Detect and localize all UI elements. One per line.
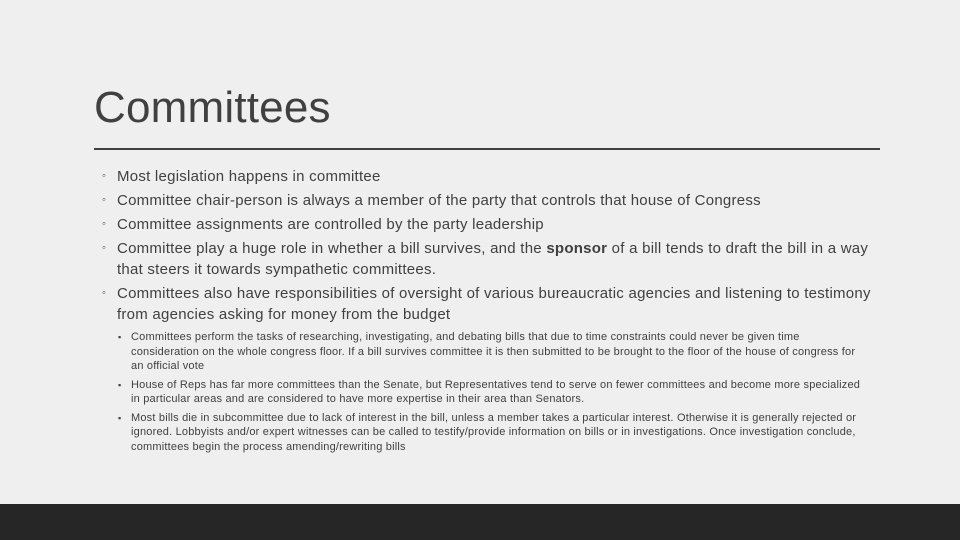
bullet-marker: ◦ [102, 218, 107, 230]
bullet-text-after: of a bill tends to draft the bill in a way that steers it towards sympathetic committees. [117, 240, 869, 278]
bullet-marker: ◦ [102, 194, 107, 206]
sub-bullet-marker: ▪ [118, 332, 122, 342]
bullet-text-before: Committee play a huge role in whether a bill survives, and the [117, 240, 547, 257]
sub-bullet-text: House of Reps has far more committees than the Senate, but Representatives tend to serve on fewer committees and become more specialized in particular areas and are considered to have more expertise in their area than Senators. [131, 378, 861, 405]
bullet-item [104, 190, 874, 211]
bullet-item [104, 238, 874, 280]
sub-bullet-item [118, 378, 868, 407]
title-divider [94, 148, 880, 150]
bullet-marker: ◦ [102, 170, 107, 182]
bullet-item [104, 166, 874, 187]
footer-bar [0, 504, 960, 540]
bullet-text: Most legislation happens in committee [117, 168, 381, 185]
sub-bullet-item [118, 330, 868, 374]
bullet-text-bold: sponsor [546, 240, 608, 257]
bullet-text: Committees also have responsibilities of oversight of various bureaucratic agencies and listening to testimony from agencies asking for money from the budget [117, 285, 871, 323]
bullet-text: Committee assignments are controlled by the party leadership [117, 216, 544, 233]
bullet-marker: ◦ [102, 242, 107, 254]
sub-bullet-item [118, 411, 868, 455]
bullet-list [104, 166, 874, 458]
sub-bullet-marker: ▪ [118, 379, 122, 390]
bullet-marker: ◦ [102, 287, 107, 299]
slide-title: Committees [94, 83, 331, 132]
bullet-text: Committee chair-person is always a member of the party that controls that house of Congress [117, 192, 761, 209]
sub-bullet-text: Most bills die in subcommittee due to lack of interest in the bill, unless a member takes a particular interest. Otherwise it is generally rejected or ignored. Lobbyists and/or expert witnesses can be called to testify/provide information on bills or in investigations. Once investigation conclude, committees begin the process amending/rewriting bills [131, 411, 857, 453]
bullet-item [104, 214, 874, 235]
bullet-item [104, 283, 874, 325]
sub-bullet-text: Committees perform the tasks of researching, investigating, and debating bills that due to time constraints could never be given time consideration on the whole congress floor. If a bill survives committee it is then submitted to be brought to the floor of the house of congress for an official vote [131, 331, 856, 372]
sub-bullet-marker: ▪ [118, 412, 122, 423]
